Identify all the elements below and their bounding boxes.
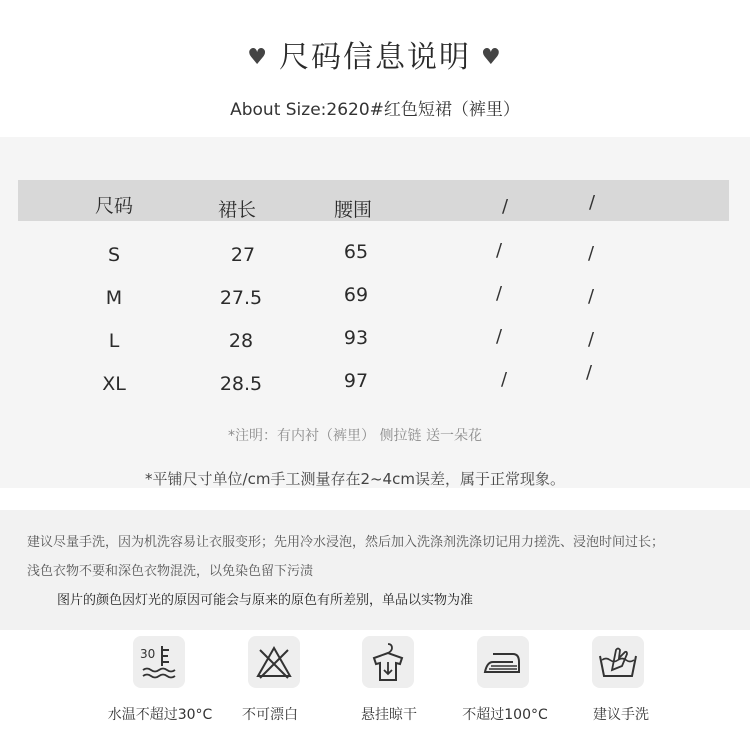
table-cell-size: M bbox=[105, 287, 123, 309]
page-title: ♥ 尺码信息说明 ♥ bbox=[247, 40, 503, 75]
column-header-empty: / bbox=[501, 196, 509, 217]
table-cell-empty: / bbox=[495, 240, 503, 261]
lining-note: *注明：有内衬（裤里） 侧拉链 送一朵花 bbox=[228, 428, 482, 444]
care-text-line: 建议尽量手洗，因为机洗容易让衣服变形；先用冷水浸泡，然后加入洗涤剂洗涤切记用力搓洗、浸泡时间过长； bbox=[27, 535, 665, 550]
heart-icon: ♥ bbox=[247, 45, 269, 70]
table-cell-waist: 93 bbox=[343, 327, 369, 349]
table-cell-length: 28 bbox=[228, 330, 254, 352]
care-icon-label: 悬挂晾干 bbox=[361, 707, 417, 723]
table-cell-size: L bbox=[108, 330, 120, 352]
care-icon-label: 水温不超过30°C bbox=[107, 707, 213, 723]
table-cell-length: 27.5 bbox=[219, 287, 263, 309]
wash-30-icon bbox=[133, 636, 185, 688]
table-cell-waist: 97 bbox=[343, 370, 369, 392]
page-subtitle: About Size:2620#红色短裙（裤里） bbox=[230, 100, 520, 120]
care-icon-label: 建议手洗 bbox=[593, 707, 649, 723]
care-text-line: 浅色衣物不要和深色衣物混洗，以免染色留下污渍 bbox=[27, 564, 314, 579]
table-cell-empty: / bbox=[495, 283, 503, 304]
column-header-length: 裙长 bbox=[217, 199, 257, 221]
table-cell-length: 28.5 bbox=[219, 373, 263, 395]
no-bleach-icon bbox=[248, 636, 300, 688]
table-cell-waist: 65 bbox=[343, 241, 369, 263]
heart-icon: ♥ bbox=[481, 45, 503, 70]
table-cell-empty: / bbox=[500, 369, 508, 390]
table-cell-size: S bbox=[107, 244, 121, 266]
table-cell-empty: / bbox=[495, 326, 503, 347]
svg-text:30: 30 bbox=[140, 647, 156, 661]
column-header-empty: / bbox=[588, 192, 596, 213]
table-cell-empty: / bbox=[587, 329, 595, 350]
table-cell-empty: / bbox=[587, 286, 595, 307]
table-cell-length: 27 bbox=[230, 244, 256, 266]
care-icon-label: 不超过100°C bbox=[462, 707, 548, 723]
table-cell-empty: / bbox=[587, 243, 595, 264]
measurement-note: *平铺尺寸单位/cm手工测量存在2~4cm误差，属于正常现象。 bbox=[145, 470, 565, 488]
table-cell-empty: / bbox=[585, 362, 593, 383]
table-cell-waist: 69 bbox=[343, 284, 369, 306]
hang-dry-icon bbox=[362, 636, 414, 688]
table-cell-size: XL bbox=[102, 373, 126, 395]
iron-icon bbox=[477, 636, 529, 688]
column-header-waist: 腰围 bbox=[333, 199, 373, 221]
color-disclaimer: 图片的颜色因灯光的原因可能会与原来的原色有所差别，单品以实物为准 bbox=[57, 593, 474, 608]
care-icon-label: 不可漂白 bbox=[242, 707, 298, 723]
hand-wash-icon bbox=[592, 636, 644, 688]
column-header-size: 尺码 bbox=[94, 195, 134, 217]
